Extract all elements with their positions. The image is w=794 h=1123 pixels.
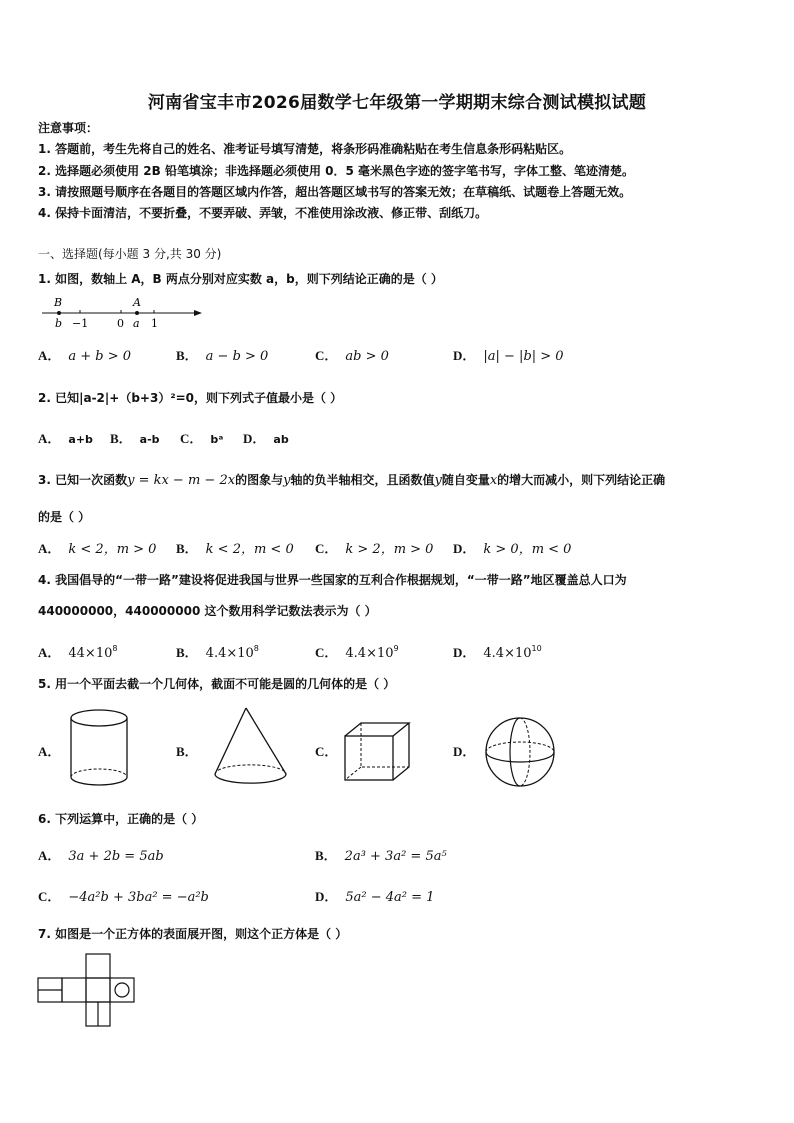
label-b: b	[55, 317, 63, 330]
label-zero: 0	[117, 317, 124, 330]
notice-item: 2. 选择题必须使用 2B 铅笔填涂；非选择题必须使用 0．5 毫米黑色字迹的签字笔书写，字体工整、笔迹清楚。	[38, 164, 634, 178]
q4-option-c[interactable]: C． $4.4\times 10^9$	[315, 644, 399, 661]
question-4-stem-line2: 440000000，440000000 这个数用科学记数法表示为（ ）	[38, 604, 377, 618]
q5-option-d-label[interactable]: D．	[453, 744, 476, 759]
q4-option-a[interactable]: A． $44\times 10^8$	[38, 644, 118, 661]
q6-option-b[interactable]: B． 2a³ + 3a² = 5a⁵	[315, 848, 447, 864]
q4-option-d[interactable]: D． $4.4\times 10^{10}$	[453, 644, 542, 661]
label-a: a	[133, 317, 140, 330]
q2-option-c[interactable]: C． bᵃ	[180, 431, 224, 446]
q3-option-c[interactable]: C． k > 2，m > 0	[315, 541, 434, 557]
question-7-stem: 7. 如图是一个正方体的表面展开图，则这个正方体是（ ）	[38, 927, 348, 941]
q2-option-d[interactable]: D． ab	[243, 431, 289, 446]
q5-option-c-label[interactable]: C．	[315, 744, 338, 759]
q5-option-b-label[interactable]: B．	[176, 744, 198, 759]
notice-item: 4. 保持卡面清洁，不要折叠，不要弄破、弄皱，不准使用涂改液、修正带、刮纸刀。	[38, 206, 488, 220]
cylinder-icon	[66, 706, 132, 792]
point-b-dot	[57, 311, 61, 315]
net-circle-mark	[115, 983, 129, 997]
notice-item: 1. 答题前，考生先将自己的姓名、准考证号填写清楚，将条形码准确粘贴在考生信息条形码粘贴区。	[38, 142, 572, 156]
q1-option-d[interactable]: D． |a| − |b| > 0	[453, 348, 564, 364]
number-line-figure	[36, 294, 206, 334]
q3-option-d[interactable]: D． k > 0，m < 0	[453, 541, 572, 557]
question-3-stem: 3. 已知一次函数y = kx − m − 2x的图象与y轴的负半轴相交，且函数值y随自变量x的增大而减小，则下列结论正确	[38, 473, 666, 488]
q6-option-a[interactable]: A． 3a + 2b = 5ab	[38, 848, 164, 864]
q2-option-b[interactable]: B． a-b	[110, 431, 160, 446]
q5-option-a-label[interactable]: A．	[38, 744, 61, 759]
q3-option-a[interactable]: A． k < 2，m > 0	[38, 541, 157, 557]
label-B: B	[54, 296, 63, 309]
question-3-stem-line2: 的是（ ）	[38, 510, 91, 524]
q1-option-a[interactable]: A． a + b > 0	[38, 348, 132, 364]
notice-heading: 注意事项：	[38, 121, 99, 135]
point-a-dot	[135, 311, 139, 315]
page-title: 河南省宝丰市2026届数学七年级第一学期期末综合测试模拟试题	[147, 93, 647, 113]
question-4-stem: 4. 我国倡导的“一带一路”建设将促进我国与世界一些国家的互利合作根据规划，“一带一路”地区覆盖总人口为	[38, 573, 627, 587]
sphere-icon	[482, 714, 558, 790]
cube-icon	[340, 718, 414, 784]
cube-net-figure	[36, 952, 140, 1030]
question-1-stem: 1. 如图，数轴上 A，B 两点分别对应实数 a，b，则下列结论正确的是（ ）	[38, 272, 443, 286]
question-5-stem: 5. 用一个平面去截一个几何体，截面不可能是圆的几何体的是（ ）	[38, 677, 396, 691]
q1-option-b[interactable]: B． a − b > 0	[176, 348, 269, 364]
label-minus-one: −1	[72, 317, 89, 330]
q2-option-a[interactable]: A． a+b	[38, 431, 93, 446]
q4-option-b[interactable]: B． $4.4\times 10^8$	[176, 644, 259, 661]
q6-option-d[interactable]: D． 5a² − 4a² = 1	[315, 889, 435, 905]
cone-icon	[210, 704, 290, 788]
question-2-stem: 2. 已知|a-2|+（b+3）²=0，则下列式子值最小是（ ）	[38, 391, 343, 405]
q1-option-c[interactable]: C． ab > 0	[315, 348, 389, 364]
label-one: 1	[151, 317, 158, 330]
q6-option-c[interactable]: C． −4a²b + 3ba² = −a²b	[38, 889, 209, 905]
q3-option-b[interactable]: B． k < 2，m < 0	[176, 541, 294, 557]
question-6-stem: 6. 下列运算中，正确的是（ ）	[38, 812, 204, 826]
section-heading: 一、选择题(每小题 3 分,共 30 分)	[38, 247, 222, 261]
notice-item: 3. 请按照题号顺序在各题目的答题区域内作答，超出答题区域书写的答案无效；在草稿纸、试题卷上答题无效。	[38, 185, 632, 199]
label-A: A	[133, 296, 141, 309]
